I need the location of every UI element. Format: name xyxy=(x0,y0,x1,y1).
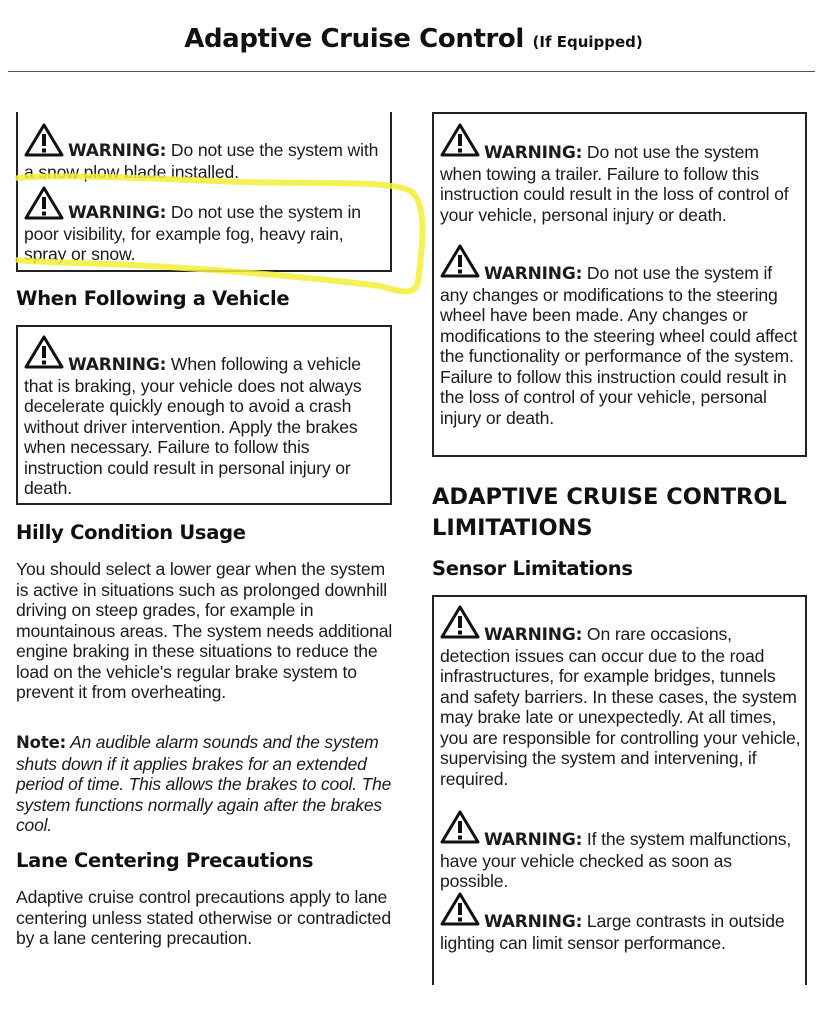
warning-label: WARNING: xyxy=(68,141,167,161)
warning-label: WARNING: xyxy=(68,355,167,375)
hilly-body: You should select a lower gear when the system is active in situations such as prolonged downhill driving on steep grades, for example in mountainous areas. The system needs additional engine braking in these situations to reduce the load on the vehicle's regular brake system to prevent it from overheating. xyxy=(16,559,393,702)
page-title-main: Adaptive Cruise Control xyxy=(184,24,524,54)
warning-detection-issues xyxy=(440,624,804,789)
lane-body: Adaptive cruise control precautions apply to lane centering unless stated otherwise or contradicted by a lane centering precaution. xyxy=(16,887,392,948)
heading-hilly-condition: Hilly Condition Usage xyxy=(16,521,246,544)
warning-label: WARNING: xyxy=(484,264,583,284)
warning-steering-modifications xyxy=(440,263,804,428)
page-title-suffix: (If Equipped) xyxy=(532,33,643,51)
warning-label: WARNING: xyxy=(484,625,583,645)
note-text: An audible alarm sounds and the system shuts down if it applies brakes for an extended period of time. This allows the brakes to cool. The system functions normally again after the brakes cool. xyxy=(16,732,392,835)
heading-when-following: When Following a Vehicle xyxy=(16,287,290,310)
note-label: Note: xyxy=(16,733,67,752)
warning-text: Do not use the system in poor visibility, for example fog, heavy rain, spray or snow. xyxy=(24,202,361,264)
heading-acc-limitations: ADAPTIVE CRUISE CONTROL LIMITATIONS xyxy=(432,484,787,541)
warning-label: WARNING: xyxy=(68,203,167,223)
warning-poor-visibility xyxy=(24,202,388,265)
warning-text: When following a vehicle that is braking, your vehicle does not always decelerate quickly enough to avoid a crash without driver intervention. Apply the brakes when necessary. Failure to follow this instruction could result in personal injury or death. xyxy=(24,354,362,498)
warning-text: Do not use the system with a snow plow blade installed. xyxy=(24,140,379,182)
warning-label: WARNING: xyxy=(484,143,583,163)
warning-snow-plow xyxy=(24,140,388,182)
warning-malfunction xyxy=(440,829,804,892)
warning-text: Do not use the system when towing a trailer. Failure to follow this instruction could result in the loss of control of your vehicle, personal injury or death. xyxy=(440,142,789,225)
page-title xyxy=(0,24,827,54)
warning-towing-trailer xyxy=(440,142,804,225)
hilly-note xyxy=(16,732,396,836)
warning-text: On rare occasions, detection issues can occur due to the road infrastructures, for example bridges, tunnels and safety barriers. In these cases, the system may brake late or unexpectedly. At all times, you are responsible for controlling your vehicle, supervising the system and intervening, if required. xyxy=(440,624,801,789)
warning-label: WARNING: xyxy=(484,912,583,932)
warning-text: If the system malfunctions, have your vehicle checked as soon as possible. xyxy=(440,829,792,891)
warning-text: Large contrasts in outside lighting can limit sensor performance. xyxy=(440,911,785,953)
title-divider xyxy=(8,71,815,72)
warning-label: WARNING: xyxy=(484,830,583,850)
heading-sensor-limitations: Sensor Limitations xyxy=(432,557,633,580)
warning-following-vehicle xyxy=(24,354,388,499)
warning-lighting-contrast xyxy=(440,911,804,953)
heading-lane-centering: Lane Centering Precautions xyxy=(16,849,314,872)
warning-text: Do not use the system if any changes or modifications to the steering wheel have been made. Any changes or modifications to the steering wheel could affect the functionality or performance of the system. Failure to follow this instruction could result in the loss of control of your vehicle, personal injury or death. xyxy=(440,263,798,428)
